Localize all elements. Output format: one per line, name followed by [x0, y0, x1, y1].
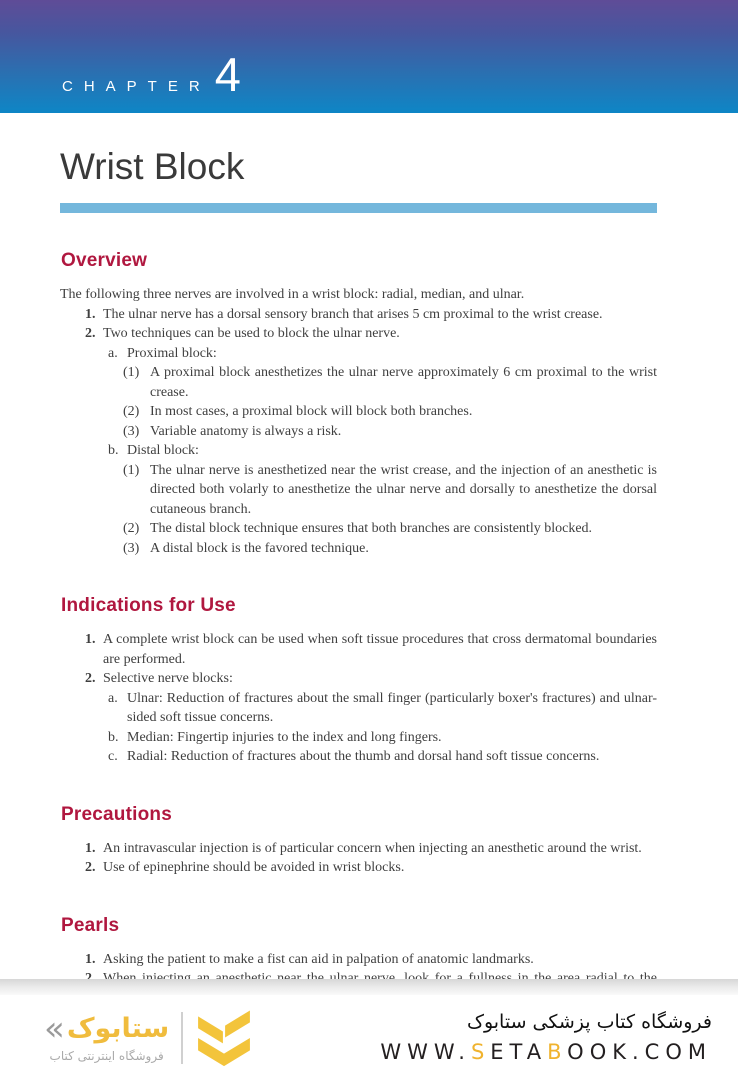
- list-item: [60, 669, 657, 689]
- list-item: [60, 630, 657, 669]
- list-text: Distal block:: [127, 443, 199, 458]
- section-heading-overview: Overview: [61, 250, 148, 271]
- website-segment: ETA: [490, 1040, 548, 1064]
- footer-separator: [0, 979, 738, 995]
- title-underline-bar: [60, 203, 657, 213]
- page-title: Wrist Block: [60, 146, 245, 187]
- list-text: In most cases, a proximal block will block both branches.: [150, 404, 473, 419]
- list-marker: 1.: [85, 951, 96, 967]
- list-item: [60, 402, 657, 422]
- store-name-farsi: فروشگاه کتاب پزشکی ستابوک: [466, 1011, 712, 1033]
- list-marker: a.: [108, 345, 118, 361]
- list-marker: 1.: [85, 306, 96, 322]
- list-item: [60, 747, 657, 767]
- list-item: [60, 305, 657, 325]
- list-marker: b.: [108, 443, 119, 458]
- list-marker: (3): [123, 423, 140, 439]
- list-item: [60, 441, 657, 461]
- website-segment: B: [547, 1040, 568, 1064]
- website-segment: S: [470, 1040, 491, 1064]
- list-marker: (2): [123, 404, 140, 419]
- list-text: Radial: Reduction of fractures about the thumb and dorsal hand soft tissue concerns.: [127, 749, 600, 764]
- chapter-label: CHAPTER: [62, 78, 211, 95]
- list-marker: b.: [108, 729, 119, 745]
- list-marker: (3): [123, 540, 140, 556]
- list-marker: (2): [123, 521, 140, 536]
- logo-tagline: فروشگاه اینترنتی کتاب: [49, 1049, 164, 1063]
- logo-wordmark: ستابوک: [66, 1013, 170, 1045]
- list-text: Asking the patient to make a fist can aid in palpation of anatomic landmarks.: [103, 951, 534, 967]
- logo-wordmark-block: [44, 1009, 170, 1063]
- list-marker: c.: [108, 749, 118, 764]
- list-marker: a.: [108, 690, 118, 706]
- list-marker: 2.: [85, 326, 96, 341]
- logo-wordmark-row: [44, 1009, 170, 1049]
- list-text: An intravascular injection is of particular concern when injecting an anesthetic around the wrist.: [103, 840, 642, 856]
- chapter-number: 4: [214, 48, 241, 101]
- list-marker: 2.: [85, 671, 96, 686]
- logo-divider: [181, 1012, 183, 1064]
- list-marker: 2.: [85, 860, 96, 875]
- list-item: [60, 839, 657, 859]
- website-url: [380, 1040, 712, 1064]
- page-content: [60, 250, 657, 1008]
- list-text: The distal block technique ensures that both branches are consistently blocked.: [150, 521, 593, 536]
- list-text: Selective nerve blocks:: [103, 671, 233, 686]
- list-marker: 1.: [85, 840, 96, 856]
- list-text: Use of epinephrine should be avoided in wrist blocks.: [103, 860, 405, 875]
- chapter-row: [62, 48, 241, 101]
- list-text: Variable anatomy is always a risk.: [150, 423, 342, 439]
- list-item: [60, 324, 657, 344]
- list-text: Ulnar: Reduction of fractures about the small finger (particularly boxer's fractures) and ulnar-sided soft tissue concerns.: [127, 690, 657, 725]
- list-text: Median: Fingertip injuries to the index and long fingers.: [127, 729, 442, 745]
- list-text: The ulnar nerve has a dorsal sensory branch that arises 5 cm proximal to the wrist crease.: [103, 306, 603, 322]
- list-item: [60, 858, 657, 878]
- list-text: A proximal block anesthetizes the ulnar nerve approximately 6 cm proximal to the wrist crease.: [150, 365, 657, 400]
- section-heading-precautions: Precautions: [61, 803, 172, 825]
- chevron-emblem-icon: [197, 1007, 251, 1069]
- website-segment: OOK.COM: [567, 1040, 712, 1064]
- chapter-banner: [0, 0, 738, 113]
- list-item: [60, 461, 657, 520]
- list-text: A complete wrist block can be used when soft tissue procedures that cross dermatomal boundaries are performed.: [103, 632, 657, 667]
- overview-intro-paragraph: The following three nerves are involved in a wrist block: radial, median, and ulnar.: [60, 287, 525, 302]
- list-marker: (1): [123, 462, 140, 478]
- footer: [0, 995, 738, 1080]
- list-item: [60, 344, 657, 364]
- list-item: [60, 519, 657, 539]
- section-heading-pearls: Pearls: [61, 914, 120, 936]
- list-marker: (1): [123, 365, 140, 380]
- list-item: [60, 539, 657, 559]
- list-text: Two techniques can be used to block the ulnar nerve.: [103, 326, 400, 341]
- website-segment: WWW.: [380, 1040, 471, 1064]
- list-item: [60, 422, 657, 442]
- brand-text-block: [380, 1011, 712, 1064]
- list-item: [60, 950, 657, 970]
- list-text: The ulnar nerve is anesthetized near the wrist crease, and the injection of an anesthetic is directed both volarly to anesthetize the ulnar nerve and dorsally to anesthetize the dorsal cutaneous branch.: [150, 462, 657, 517]
- list-text: Proximal block:: [127, 345, 217, 361]
- list-marker: 1.: [85, 632, 96, 647]
- list-text: A distal block is the favored technique.: [150, 540, 369, 556]
- list-item: [60, 728, 657, 748]
- list-item: [60, 689, 657, 728]
- list-item: [60, 363, 657, 402]
- setabook-logo: [44, 1007, 251, 1069]
- guillemet-icon: «: [44, 1009, 65, 1049]
- section-heading-indications: Indications for Use: [61, 595, 236, 616]
